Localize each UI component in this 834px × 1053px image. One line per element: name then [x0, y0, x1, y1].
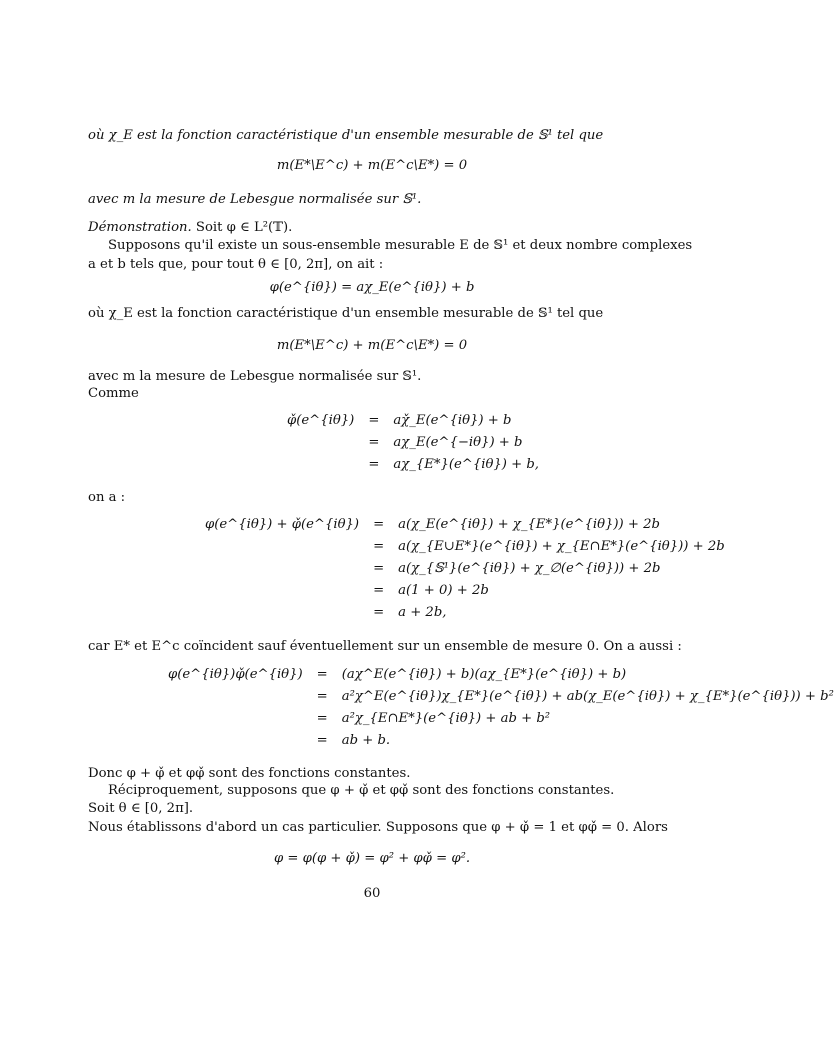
equation-rhs: a²χ_{E∩E*}(e^{iθ}) + ab + b² — [341, 711, 551, 726]
page-number: 60 — [363, 886, 381, 901]
equation-rhs: a + 2b, — [398, 605, 447, 620]
equation-rel: = — [368, 413, 380, 428]
equation-row — [287, 454, 539, 476]
equation-rhs: a(χ_{𝕊¹}(e^{iθ}) + χ_∅(e^{iθ})) + 2b — [398, 561, 661, 576]
equation-rel: = — [316, 689, 328, 704]
equation-measure-2: m(E*\E^c) + m(E^c\E*) = 0 — [276, 338, 468, 353]
equation-lhs — [168, 708, 317, 730]
paragraph-comme: Comme — [88, 386, 139, 401]
equation-lhs — [205, 580, 373, 602]
equation-array-phi-check — [287, 410, 539, 476]
equation-lhs — [287, 432, 368, 454]
paragraph-soit-theta: Soit θ ∈ [0, 2π]. — [88, 801, 194, 816]
equation-row — [168, 664, 834, 686]
equation-rhs: aχ̌_E(e^{iθ}) + b — [393, 413, 512, 428]
equation-rhs: a(χ_{E∪E*}(e^{iθ}) + χ_{E∩E*}(e^{iθ})) + 2b — [398, 539, 725, 554]
equation-rel: = — [373, 517, 385, 532]
paragraph-2: où χ_E est la fonction caractéristique d'un ensemble mesurable de 𝕊¹ tel que — [88, 306, 604, 321]
equation-row — [205, 602, 725, 624]
equation-array-sum — [205, 514, 725, 624]
equation-lhs: φ(e^{iθ})φ̌(e^{iθ}) — [168, 667, 303, 682]
paragraph-car: car E* et E^c coïncident sauf éventuellement sur un ensemble de mesure 0. On a aussi : — [88, 639, 682, 654]
equation-measure-1: m(E*\E^c) + m(E^c\E*) = 0 — [276, 158, 468, 173]
equation-rel: = — [316, 733, 328, 748]
equation-row — [168, 730, 834, 752]
equation-rel: = — [316, 667, 328, 682]
equation-rel: = — [368, 435, 380, 450]
equation-phi-idempotent: φ = φ(φ + φ̌) = φ² + φφ̌ = φ². — [273, 851, 471, 866]
equation-rel: = — [373, 583, 385, 598]
equation-row — [287, 432, 539, 454]
paragraph-1a: Supposons qu'il existe un sous-ensemble mesurable E de 𝕊¹ et deux nombre complexes — [108, 238, 693, 253]
demonstration-label: Démonstration. — [88, 220, 192, 235]
equation-row — [205, 580, 725, 602]
paragraph-reciproquement: Réciproquement, supposons que φ + φ̌ et φφ̌ sont des fonctions constantes. — [108, 783, 615, 798]
equation-lhs — [168, 730, 317, 752]
equation-rel: = — [368, 457, 380, 472]
paragraph-donc: Donc φ + φ̌ et φφ̌ sont des fonctions constantes. — [88, 766, 411, 781]
equation-row — [205, 558, 725, 580]
equation-rel: = — [316, 711, 328, 726]
paragraph-cas-particulier: Nous établissons d'abord un cas particulier. Supposons que φ + φ̌ = 1 et φφ̌ = 0. Alors — [88, 820, 668, 835]
demonstration-text: Soit φ ∈ L²(𝕋). — [195, 220, 293, 235]
equation-lhs — [168, 686, 317, 708]
equation-rel: = — [373, 605, 385, 620]
equation-row — [168, 708, 834, 730]
equation-lhs: φ̌(e^{iθ}) — [287, 413, 355, 428]
equation-lhs — [287, 454, 368, 476]
equation-rhs: a²χ^E(e^{iθ})χ_{E*}(e^{iθ}) + ab(χ_E(e^{iθ}) + χ_{E*}(e^{iθ})) + b² — [341, 689, 834, 704]
paragraph-on-a: on a : — [88, 490, 126, 505]
equation-rel: = — [373, 539, 385, 554]
equation-rhs: (aχ^E(e^{iθ}) + b)(aχ_{E*}(e^{iθ}) + b) — [341, 667, 627, 682]
equation-array-product — [168, 664, 834, 752]
equation-row — [205, 536, 725, 558]
equation-lhs — [205, 536, 373, 558]
equation-row — [287, 410, 539, 432]
equation-lhs — [205, 558, 373, 580]
intro-line-2: avec m la mesure de Lebesgue normalisée sur 𝕊¹. — [88, 192, 422, 207]
equation-rhs: a(1 + 0) + 2b — [398, 583, 489, 598]
equation-lhs: φ(e^{iθ}) + φ̌(e^{iθ}) — [205, 517, 360, 532]
equation-rhs: aχ_E(e^{−iθ}) + b — [393, 435, 523, 450]
equation-phi-definition: φ(e^{iθ}) = aχ_E(e^{iθ}) + b — [269, 280, 475, 295]
paragraph-1b: a et b tels que, pour tout θ ∈ [0, 2π], on ait : — [88, 257, 384, 272]
demonstration-line — [88, 219, 292, 236]
equation-rhs: ab + b. — [341, 733, 391, 748]
equation-rhs: a(χ_E(e^{iθ}) + χ_{E*}(e^{iθ})) + 2b — [398, 517, 660, 532]
paragraph-3: avec m la mesure de Lebesgue normalisée sur 𝕊¹. — [88, 369, 422, 384]
equation-rel: = — [373, 561, 385, 576]
equation-lhs — [205, 602, 373, 624]
intro-line-1: où χ_E est la fonction caractéristique d'un ensemble mesurable de 𝕊¹ tel que — [88, 128, 604, 143]
equation-row — [168, 686, 834, 708]
equation-rhs: aχ_{E*}(e^{iθ}) + b, — [393, 457, 539, 472]
equation-row — [205, 514, 725, 536]
